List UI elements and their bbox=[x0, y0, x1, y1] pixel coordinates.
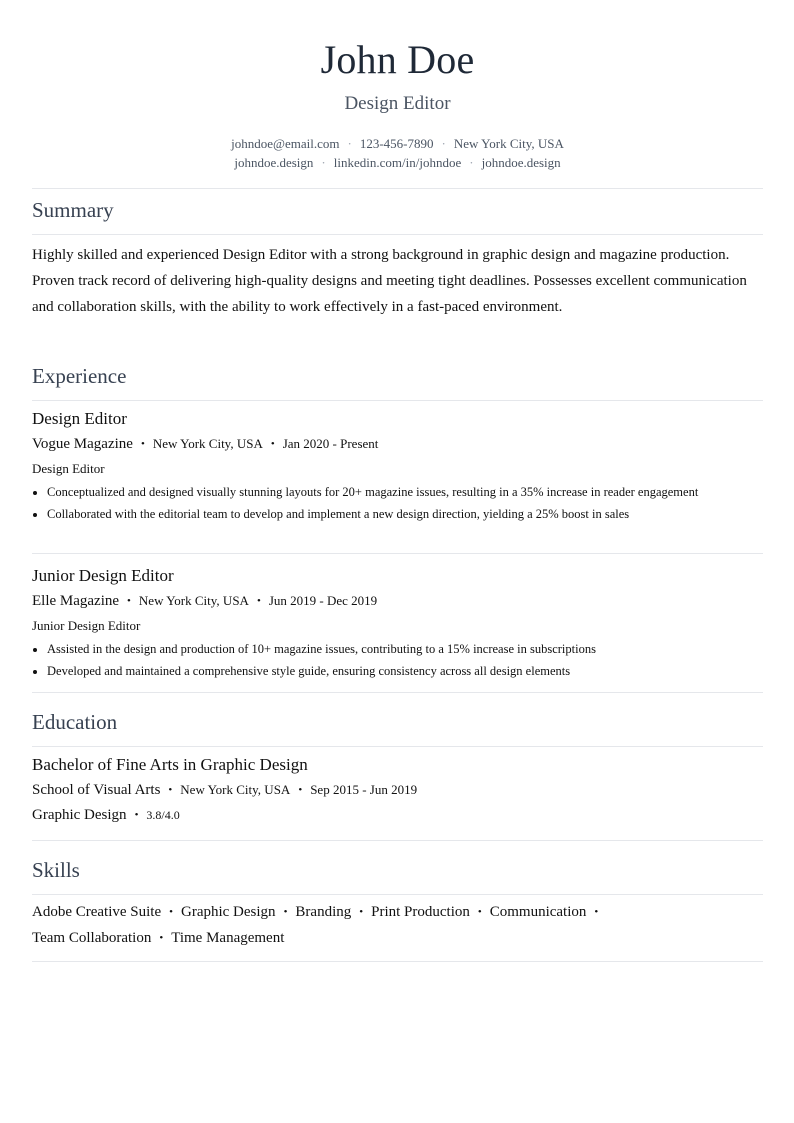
skill-item: Time Management bbox=[171, 930, 285, 946]
job-dates: Jun 2019 - Dec 2019 bbox=[268, 593, 378, 608]
education-heading: Education bbox=[32, 710, 118, 734]
separator: · bbox=[441, 136, 446, 151]
divider bbox=[32, 692, 763, 693]
bullet-separator: • bbox=[477, 906, 482, 918]
bullet-separator: • bbox=[140, 438, 145, 450]
candidate-role: Design Editor bbox=[344, 93, 451, 114]
skill-item: Team Collaboration bbox=[32, 930, 152, 946]
skills-heading: Skills bbox=[32, 858, 80, 882]
field-of-study: Graphic Design bbox=[32, 807, 127, 823]
gpa: 3.8/4.0 bbox=[146, 808, 180, 822]
job-title: Design Editor bbox=[32, 409, 127, 428]
skills-list bbox=[32, 900, 682, 952]
portfolio-link[interactable]: johndoe.design bbox=[481, 155, 561, 170]
job-bullets bbox=[32, 483, 732, 527]
education-dates: Sep 2015 - Jun 2019 bbox=[310, 782, 418, 797]
bullet-separator: • bbox=[270, 438, 275, 450]
list-item: Conceptualized and designed visually stunning layouts for 20+ magazine issues, resulting in a 35% increase in reader engagement bbox=[32, 483, 732, 501]
contact-line-2 bbox=[32, 155, 763, 171]
company-name: Vogue Magazine bbox=[32, 436, 133, 452]
divider bbox=[32, 400, 763, 401]
separator: · bbox=[321, 155, 326, 170]
email-link[interactable]: johndoe@email.com bbox=[231, 136, 340, 151]
divider bbox=[32, 894, 763, 895]
summary-text: Highly skilled and experienced Design Editor with a strong background in graphic design and magazine production. Proven track record of delivering high-quality designs and meeting tight deadlines. Possesses excellent communication and collaboration skills, with the ability to work effectively in a fast-paced environment. bbox=[32, 247, 747, 315]
divider bbox=[32, 840, 763, 841]
bullet-separator: • bbox=[169, 906, 173, 918]
job-bullets bbox=[32, 640, 732, 684]
divider bbox=[32, 234, 763, 235]
job-meta bbox=[32, 436, 378, 453]
divider bbox=[32, 746, 763, 747]
candidate-name: John Doe bbox=[320, 37, 475, 82]
bullet-separator: • bbox=[134, 809, 139, 821]
bullet-separator: • bbox=[256, 595, 261, 607]
school-location: New York City, USA bbox=[180, 782, 291, 797]
divider bbox=[32, 961, 763, 962]
bullet-separator: • bbox=[359, 906, 364, 918]
list-item: Collaborated with the editorial team to develop and implement a new design direction, yielding a 25% boost in sales bbox=[32, 505, 732, 523]
skill-item: Graphic Design bbox=[181, 904, 276, 920]
education-field bbox=[32, 807, 180, 824]
company-name: Elle Magazine bbox=[32, 593, 120, 609]
job-meta bbox=[32, 593, 377, 610]
job-location: New York City, USA bbox=[152, 436, 263, 451]
job-dates: Jan 2020 - Present bbox=[282, 436, 379, 451]
linkedin-link[interactable]: linkedin.com/in/johndoe bbox=[333, 155, 462, 170]
bullet-separator: • bbox=[594, 906, 599, 918]
degree-title: Bachelor of Fine Arts in Graphic Design bbox=[32, 755, 308, 774]
bullet-separator: • bbox=[159, 932, 164, 944]
summary-heading: Summary bbox=[32, 198, 114, 222]
bullet-separator: • bbox=[298, 784, 303, 796]
divider bbox=[32, 553, 763, 554]
website-link[interactable]: johndoe.design bbox=[234, 155, 314, 170]
education-meta bbox=[32, 782, 417, 799]
list-item: Developed and maintained a comprehensive style guide, ensuring consistency across all design elements bbox=[32, 662, 732, 680]
job-role: Junior Design Editor bbox=[32, 618, 141, 633]
list-item: Assisted in the design and production of 10+ magazine issues, contributing to a 15% increase in subscriptions bbox=[32, 640, 732, 658]
bullet-separator: • bbox=[168, 784, 173, 796]
separator: · bbox=[469, 155, 474, 170]
divider bbox=[32, 188, 763, 189]
contact-line-1 bbox=[32, 136, 763, 152]
skill-item: Adobe Creative Suite bbox=[32, 904, 162, 920]
location: New York City, USA bbox=[453, 136, 564, 151]
phone-number: 123-456-7890 bbox=[359, 136, 434, 151]
skill-item: Print Production bbox=[371, 904, 470, 920]
separator: · bbox=[347, 136, 352, 151]
job-location: New York City, USA bbox=[138, 593, 249, 608]
bullet-separator: • bbox=[127, 595, 131, 607]
skill-item: Communication bbox=[489, 904, 587, 920]
skill-item: Branding bbox=[295, 904, 352, 920]
job-title: Junior Design Editor bbox=[32, 566, 174, 585]
school-name: School of Visual Arts bbox=[32, 782, 161, 798]
experience-heading: Experience bbox=[32, 364, 127, 388]
bullet-separator: • bbox=[283, 906, 288, 918]
job-role: Design Editor bbox=[32, 461, 105, 476]
